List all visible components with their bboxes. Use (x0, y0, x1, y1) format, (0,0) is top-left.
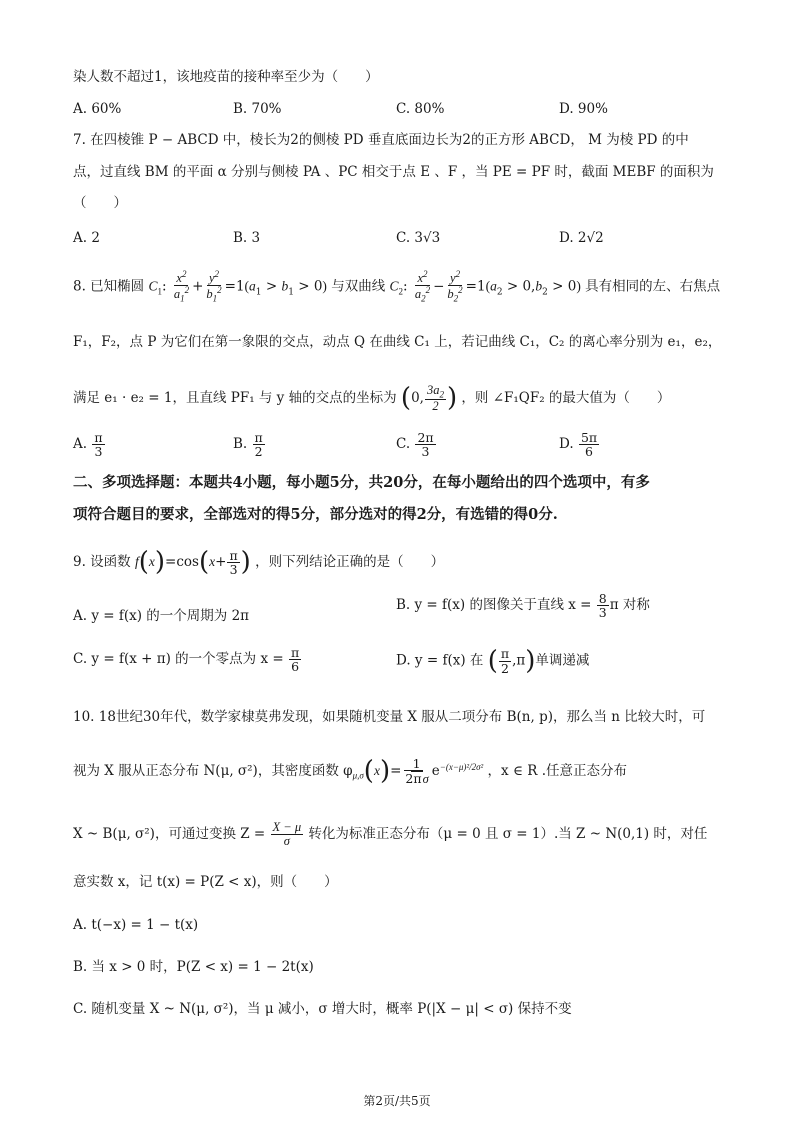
q9-prefix: 9. 设函数 (73, 554, 131, 571)
q9-option-a: A. y = f(x) 的一个周期为 2π (73, 608, 250, 624)
q7-option-a: A. 2 (73, 230, 100, 246)
section2-line2: 项符合题目的要求，全部选对的得5分，部分选对的得2分，有选错的得0分. (73, 506, 558, 523)
q7-line2: 点，过直线 BM 的平面 α 分别与侧棱 PA 、PC 相交于点 E 、F ，当 PE = PF 时，截面 MEBF 的面积为 (73, 164, 714, 180)
q8-line3-pre: 满足 e₁ · e₂ = 1，且直线 PF₁ 与 y 轴的交点的坐标为 (73, 390, 397, 407)
q10-line4: 意实数 x，记 t(x) = P(Z < x)，则（ ） (73, 874, 338, 890)
q9-option-b: B. y = f(x) 的图像关于直线 x = $\frac{8}{3}$ π 对称 (396, 591, 650, 621)
q8-line3-post: ，则 ∠F₁QF₂ 的最大值为（ ） (461, 390, 671, 407)
q10-line2-post: ，x ∈ R .任意正态分布 (487, 763, 627, 780)
q10-line3: X ~ B(μ, σ²)，可通过变换 Z = $\frac{X - \mu}{\sigma}$ 转化为标准正态分布（μ = 0 且 σ = 1）.当 Z ~ N(0,1) 时，对任 (73, 820, 708, 849)
hyperbola-x-fraction: $\frac{x^2}{a_2^2}$ (414, 269, 431, 304)
ellipse-x-fraction: $\frac{x^2}{a_1^2}$ (173, 269, 190, 304)
q6-option-c: C. 80% (396, 101, 445, 117)
q10-line2: 视为 X 服从正态分布 N(μ, σ²)，其密度函数 $\varphi_{\mu,\sigma}(x)=$ $\frac{1}{2\pi\sigma}$ $e^{-(x-\mu)^2/2\sigma^2}$ ，x ∈ R .任意正态分布 (73, 756, 627, 786)
q8-option-c: C. $\frac{2\pi}{3}$ (396, 430, 434, 460)
q6-text: 染人数不超过1，该地疫苗的接种率至少为（ ） (73, 69, 379, 85)
q8-mid: 与双曲线 (331, 278, 386, 295)
q9-suffix: ，则下列结论正确的是（ ） (255, 554, 445, 571)
q8-line3: 满足 e₁ · e₂ = 1，且直线 PF₁ 与 y 轴的交点的坐标为 (0, $\frac{3a_2}{2}$ ) ，则 ∠F₁QF₂ 的最大值为（ ） (73, 382, 671, 414)
q10-line1: 10. 18世纪30年代，数学家棣莫弗发现，如果随机变量 X 服从二项分布 B(n, p)，那么当 n 比较大时，可 (73, 709, 706, 725)
section2-line1: 二、多项选择题：本题共4小题，每小题5分，共20分，在每小题给出的四个选项中，有多 (73, 474, 650, 491)
q8-suffix: 具有相同的左、右焦点 (585, 278, 721, 295)
ellipse-y-fraction: $\frac{y^2}{b_1^2}$ (206, 269, 222, 304)
q7-option-d: D. 2√2 (559, 230, 604, 246)
q8-option-b: B. $\frac{\pi}{2}$ (233, 430, 263, 460)
q8-line1: 8. 已知椭圆 $C_1$: $\frac{x^2}{a_1^2}$ + $\frac{y^2}{b_1^2}$ $=1(a_1 > b_1 > 0)$ 与双曲线 $C_2$: $\frac{x^2}{a_2^2}$ − $\frac{y^2}{b_2^2}$ $=1(a_2 > 0,b_2 > 0)$ 具有相同的左、右焦点 (73, 269, 721, 304)
q9-option-c: C. y = f(x + π) 的一个零点为 x = $\frac{\pi}{6}$ (73, 645, 300, 675)
focus-y-fraction: $\frac{3a_2}{2}$ (426, 382, 444, 414)
q10-option-b: B. 当 x > 0 时，P(Z < x) = 1 − 2t(x) (73, 959, 314, 975)
q6-option-d: D. 90% (559, 101, 608, 117)
q7-line1: 7. 在四棱锥 P − ABCD 中，棱长为2的侧棱 PD 垂直底面边长为2的正方形 ABCD， M 为棱 PD 的中 (73, 132, 689, 148)
q8-prefix: 8. 已知椭圆 (73, 278, 145, 295)
q10-line3-pre: X ~ B(μ, σ²)，可通过变换 Z = (73, 826, 266, 843)
q10-option-a: A. t(−x) = 1 − t(x) (73, 917, 199, 933)
hyperbola-y-fraction: $\frac{y^2}{b_2^2}$ (447, 269, 463, 304)
q8-option-d: D. $\frac{5\pi}{6}$ (559, 430, 598, 460)
q8-option-a: A. $\frac{\pi}{3}$ (73, 430, 103, 460)
q10-line2-pre: 视为 X 服从正态分布 N(μ, σ²)，其密度函数 φ (73, 763, 353, 780)
q6-option-b: B. 70% (233, 101, 282, 117)
q10-line3-post: 转化为标准正态分布（μ = 0 且 σ = 1）.当 Z ~ N(0,1) 时，对任 (308, 826, 708, 843)
q10-option-c: C. 随机变量 X ~ N(μ, σ²)，当 μ 减小，σ 增大时，概率 P(|X − μ| < σ) 保持不变 (73, 1001, 572, 1017)
q7-option-b: B. 3 (233, 230, 261, 246)
q9-option-d: D. y = f(x) 在 ( $\frac{\pi}{2}$ ,π)单调递减 (396, 646, 590, 676)
q6-option-a: A. 60% (73, 101, 122, 117)
q7-line3: （ ） (73, 195, 127, 211)
q8-line2: F₁，F₂，点 P 为它们在第一象限的交点，动点 Q 在曲线 C₁ 上，若记曲线 C₁，C₂ 的离心率分别为 e₁，e₂， (73, 334, 722, 350)
q9-stem: 9. 设函数 f(x)=cos(x+ $\frac{\pi}{3}$ ) ，则下列结论正确的是（ ） (73, 547, 445, 578)
q7-option-c: C. 3√3 (396, 230, 441, 246)
page-number: 第2页/共5页 (363, 1094, 431, 1108)
